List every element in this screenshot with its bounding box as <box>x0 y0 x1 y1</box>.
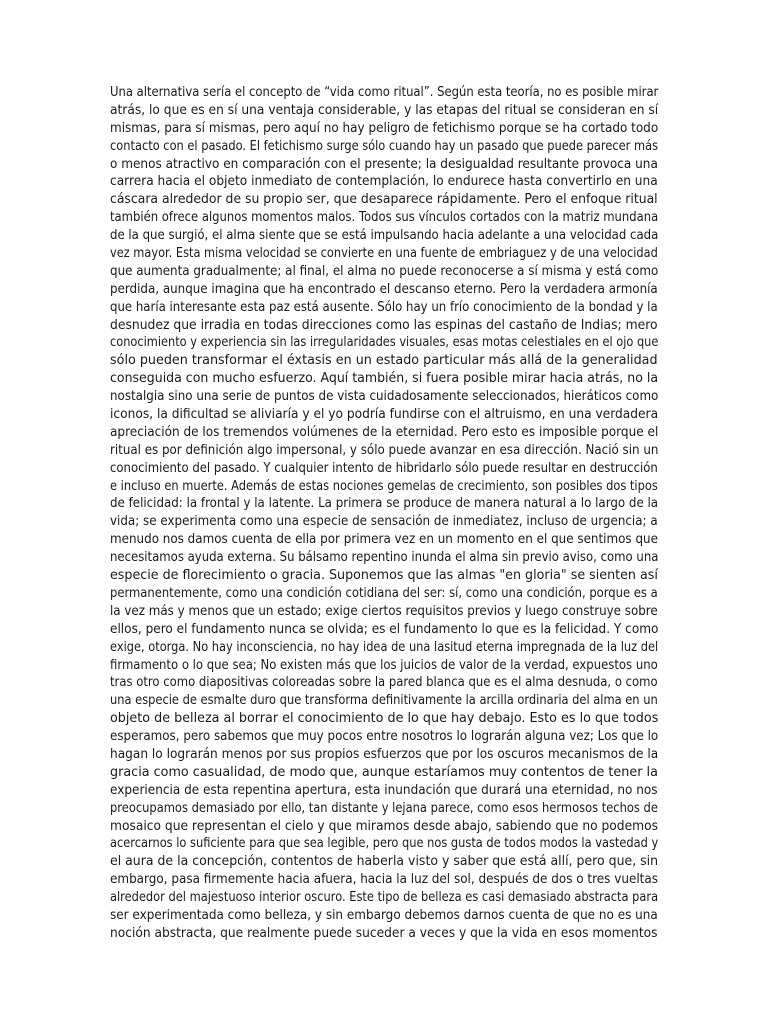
text-line: noción abstracta, que realmente puede suceder a veces y que la vida en esos momentos <box>110 925 658 941</box>
text-line: menudo nos damos cuenta de ella por primera vez en un momento en el que sentimos que <box>110 532 658 548</box>
text-line: mosaico que representan el cielo y que miramos desde abajo, sabiendo que no podemos <box>110 818 658 834</box>
text-line: Una alternativa sería el concepto de “vida como ritual”. Según esta teoría, no es posible mirar <box>110 85 659 100</box>
text-line: acercarnos lo suficiente para que sea legible, pero que nos gusta de todos modos la vastedad y <box>110 836 659 852</box>
text-line: apreciación de los tremendos volúmenes de la eternidad. Pero esto es imposible porque el <box>110 424 659 440</box>
text-line: gracia como casualidad, de modo que, aunque estaríamos muy contentos de tener la <box>110 764 658 780</box>
text-line: desnudez que irradia en todas direcciones como las espinas del castaño de Indias; mero <box>110 317 658 333</box>
text-line: necesitamos ayuda externa. Su bálsamo repentino inunda el alma sin previo aviso, como una <box>110 550 659 566</box>
text-line: exige, otorga. No hay inconsciencia, no hay idea de una lasitud eterna impregnada de la luz del <box>110 639 659 655</box>
text-line: de la que surgió, el alma siente que se está impulsando hacia adelante a una velocidad cada <box>110 228 659 244</box>
body-paragraph <box>110 84 658 943</box>
text-line: mismas, para sí mismas, pero aquí no hay peligro de fetichismo porque se ha cortado todo <box>110 120 659 136</box>
text-line: perdida, aunque imagina que ha encontrado el descanso eterno. Pero la verdadera armonía <box>110 281 658 297</box>
text-line: permanentemente, como una condición cotidiana del ser: sí, como una condición, porque es a <box>110 585 658 601</box>
text-line: o menos atractivo en comparación con el presente; la desigualdad resultante provoca una <box>110 156 658 172</box>
text-line: carrera hacia el objeto inmediato de contemplación, lo endurece hasta convertirlo en una <box>110 174 658 190</box>
text-line: ritual es por definición algo impersonal, y sólo puede avanzar en esa dirección. Nació sin un <box>110 442 659 458</box>
text-line: objeto de belleza al borrar el conocimiento de lo que hay debajo. Esto es lo que todos <box>110 711 659 727</box>
text-line: embargo, pasa firmemente hacia afuera, hacia la luz del sol, después de dos o tres vueltas <box>110 872 658 888</box>
text-line: cáscara alrededor de su propio ser, que desaparece rápidamente. Pero el enfoque ritual <box>110 192 658 208</box>
text-line: firmamento o lo que sea; No existen más que los juicios de valor de la verdad, expuestos uno <box>110 657 658 673</box>
text-line: que aumenta gradualmente; al final, el alma no puede reconocerse a sí misma y está como <box>110 263 659 279</box>
text-line: contacto con el pasado. El fetichismo surge sólo cuando hay un pasado que puede parecer más <box>110 138 659 154</box>
text-line: conocimiento del pasado. Y cualquier intento de hibridarlo sólo puede resultar en destrucción <box>110 460 658 476</box>
text-line: de felicidad: la frontal y la latente. La primera se produce de manera natural a lo largo de la <box>110 496 659 512</box>
text-line: sólo pueden transformar el éxtasis en un estado particular más allá de la generalidad <box>110 353 658 369</box>
text-line: vez mayor. Esta misma velocidad se convierte en una fuente de embriaguez y de una velocidad <box>110 246 658 262</box>
text-line: una especie de esmalte duro que transforma definitivamente la arcilla ordinaria del alma en un <box>110 693 658 709</box>
text-line: esperamos, pero sabemos que muy pocos entre nosotros lo lograrán alguna vez; Los que lo <box>110 729 659 745</box>
text-line: iconos, la dificultad se aliviaría y el yo podría fundirse con el altruismo, en una verdadera <box>110 407 659 423</box>
text-line: nostalgia sino una serie de puntos de vista cuidadosamente seleccionados, hieráticos como <box>110 389 659 405</box>
text-line: ellos, pero el fundamento nunca se olvida; es el fundamento lo que es la felicidad. Y como <box>110 621 659 637</box>
text-line: conseguida con mucho esfuerzo. Aquí también, si fuera posible mirar hacia atrás, no la <box>110 371 659 387</box>
text-line: el aura de la concepción, contentos de haberla visto y saber que está allí, pero que, sin <box>110 854 659 870</box>
text-line: preocupamos demasiado por ello, tan distante y lejana parece, como esos hermosos techos de <box>110 800 658 816</box>
text-line: ser experimentada como belleza, y sin embargo debemos darnos cuenta de que no es una <box>110 907 658 923</box>
text-line: conocimiento y experiencia sin las irregularidades visuales, esas motas celestiales en el ojo que <box>110 335 659 351</box>
text-line: e incluso en muerte. Además de estas nociones gemelas de crecimiento, son posibles dos tipos <box>110 478 658 494</box>
text-line: hagan lo lograrán menos por sus propios esfuerzos que por los oscuros mecanismos de la <box>110 746 659 762</box>
text-line: especie de florecimiento o gracia. Suponemos que las almas "en gloria" se sienten así <box>110 568 658 584</box>
text-line: también ofrece algunos momentos malos. Todos sus vínculos cortados con la matriz mundana <box>110 210 659 226</box>
text-line: vida; se experimenta como una especie de sensación de inmediatez, incluso de urgencia; a <box>110 514 658 530</box>
text-line: que haría interesante esta paz está ausente. Sólo hay un frío conocimiento de la bondad y la <box>110 299 658 315</box>
text-line: experiencia de esta repentina apertura, esta inundación que durará una eternidad, no nos <box>110 782 658 798</box>
text-line: la vez más y menos que un estado; exige ciertos requisitos previos y luego construye sobre <box>110 603 658 619</box>
text-line: alrededor del majestuoso interior oscuro. Este tipo de belleza es casi demasiado abstracta para <box>110 890 659 906</box>
text-line: tras otro como diapositivas coloreadas sobre la pared blanca que es el alma desnuda, o como <box>110 675 658 691</box>
text-line: atrás, lo que es en sí una ventaja considerable, y las etapas del ritual se consideran en sí <box>110 102 659 118</box>
